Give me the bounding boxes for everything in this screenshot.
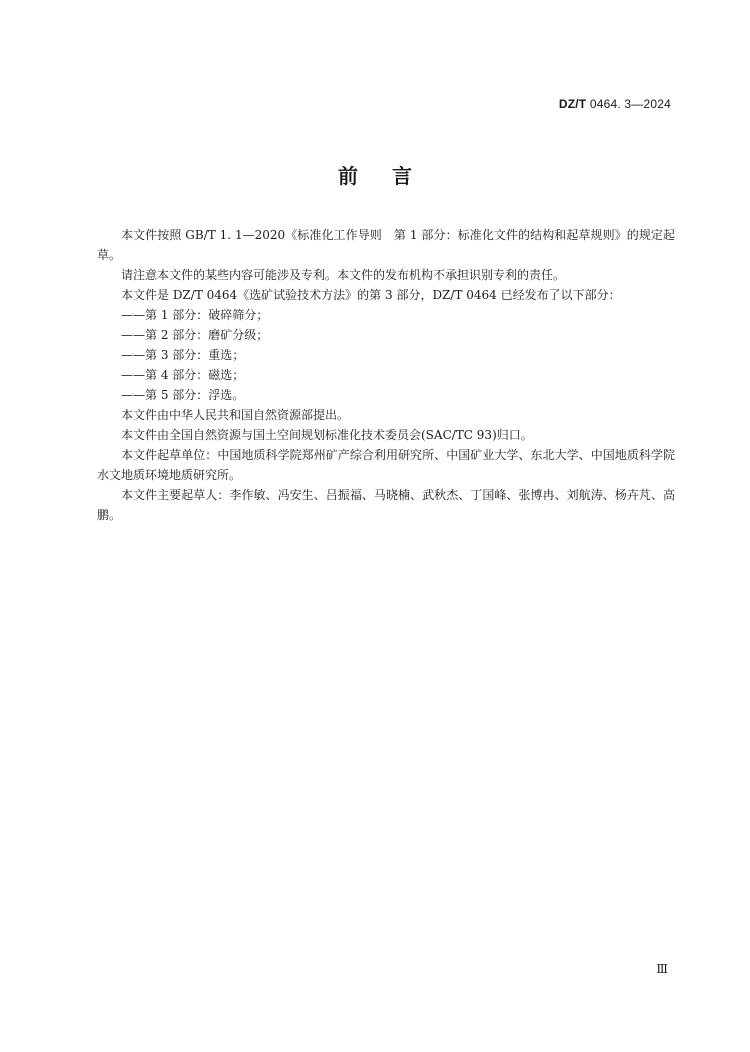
paragraph-patent-notice: 请注意本文件的某些内容可能涉及专利。本文件的发布机构不承担识别专利的责任。 [121,268,566,282]
page-title-char-2: 言 [392,164,412,188]
list-item: ——第 2 部分：磨矿分级； [121,328,269,342]
paragraph-drafting-units: 本文件起草单位：中国地质科学院郑州矿产综合利用研究所、中国矿业大学、东北大学、中国地质科学院水文地质环境地质研究所。 [97,448,675,482]
document-code [559,97,671,111]
document-code-number: 0464. 3—2024 [589,97,671,111]
list-item: ——第 3 部分：重选； [121,348,245,362]
document-code-prefix: DZ/T [558,97,587,111]
page-number: Ⅲ [656,962,668,976]
list-item: ——第 1 部分：破碎筛分； [121,308,269,322]
page-title-char-1: 前 [338,164,358,188]
paragraph-drafting-rules: 本文件按照 GB/T 1. 1—2020《标准化工作导则 第 1 部分：标准化文件的结构和起草规则》的规定起草。 [97,228,675,262]
paragraph-drafters: 本文件主要起草人：李作敏、冯安生、吕振福、马晓楠、武秋杰、丁国峰、张博冉、刘航涛、杨卉芃、高鹏。 [97,488,675,522]
list-item: ——第 4 部分：磁选； [121,368,245,382]
paragraph-series-intro: 本文件是 DZ/T 0464《选矿试验技术方法》的第 3 部分，DZ/T 0464 已经发布了以下部分： [121,288,621,302]
paragraph-committee: 本文件由全国自然资源与国土空间规划标准化技术委员会(SAC/TC 93)归口。 [121,428,533,442]
page-title [0,160,750,189]
foreword-body [97,225,675,525]
list-item: ——第 5 部分：浮选。 [121,388,245,402]
paragraph-proposer: 本文件由中华人民共和国自然资源部提出。 [121,408,350,422]
